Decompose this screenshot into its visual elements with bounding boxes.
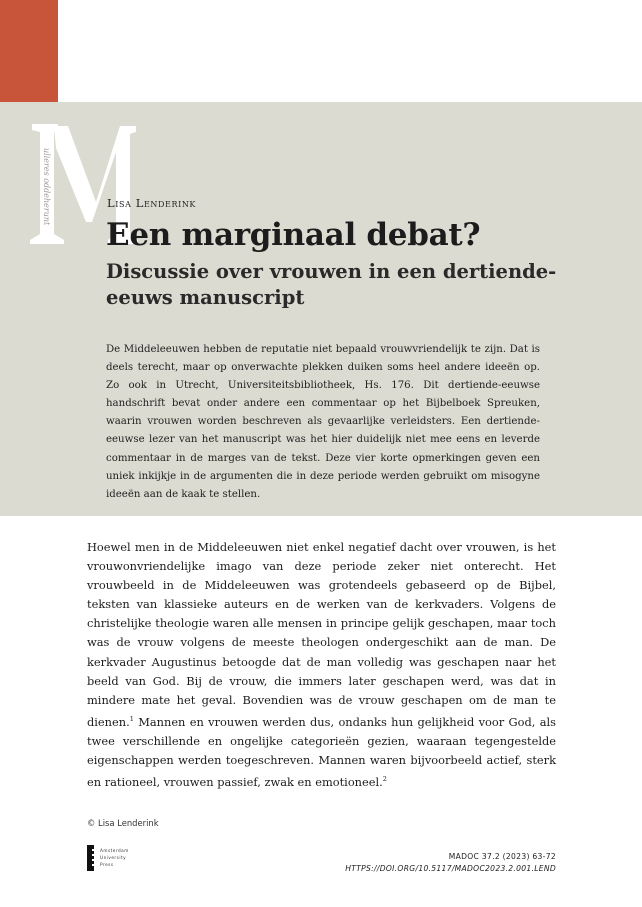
journal-citation: MADOC 37.2 (2023) 63-72 [448, 852, 556, 861]
doi-link[interactable]: HTTPS://DOI.ORG/10.5117/MADOC2023.2.001.LEND [345, 864, 556, 873]
article-title: Een marginaal debat? [106, 217, 481, 253]
publisher-logo [87, 845, 157, 871]
logo-notch [92, 854, 95, 856]
publisher-name [100, 847, 129, 868]
copyright-notice: © Lisa Lenderink [87, 818, 159, 828]
initial-inscription: ulieres oddeherunt [42, 148, 51, 226]
body-paragraph [87, 538, 556, 792]
logo-notch [92, 859, 95, 861]
abstract-text: De Middeleeuwen hebben de reputatie niet bepaald vrouwvriendelijk te zijn. Dat is deels terecht, maar op onverwachte plekken duiken soms heel andere ideeën op. Zo ook in Utrecht, Universiteitsbibliotheek, Hs. 176. Dit dertiende-eeuwse handschrift bevat onder andere een commentaar op het Bijbelboek Spreuken, waarin vrouwen worden beschreven als gevaarlijke verleidsters. Een dertiende-eeuwse lezer van het manuscript was het hier duidelijk niet mee eens en leverde commentaar in de marges van de tekst. Deze vier korte opmerkingen geven een uniek inkijkje in de argumenten die in deze periode werden gebruikt om misogyne ideeën aan de kaak te stellen. [106, 344, 540, 500]
body-text-part-2: Mannen en vrouwen werden dus, ondanks hun gelijkheid voor God, als twee verschillende en ongelijke categorieën gezien, waaraan tegengestelde eigenschappen werden toegeschreven. Mannen waren bijvoorbeeld actief, sterk en rationeel, vrouwen passief, zwak en emotioneel. [87, 714, 556, 789]
footnote-ref-2[interactable]: 2 [382, 774, 387, 783]
publisher-line: University [100, 855, 127, 860]
logo-notch [92, 864, 95, 866]
body-text-part-1: Hoewel men in de Middeleeuwen niet enkel negatief dacht over vrouwen, is het vrouwonvriendelijke imago van deze periode zeker niet onterecht. Het vrouwbeeld in de Middeleeuwen was grotendeels gebaseerd op de Bijbel, teksten van klassieke auteurs en de werken van de kerkvaders. Volgens de christelijke theologie waren alle mensen in principe gelijk geschapen, maar toch was de vrouw volgens de meeste theologen ondergeschikt aan de man. De kerkvader Augustinus betoogde dat de man volledig was geschapen naar het beeld van God. Bij de vrouw, die immers later geschapen werd, was dat in mindere mate het geval. Bovendien was de vrouw geschapen om de man te dienen. [87, 540, 556, 729]
journal-reference [345, 851, 556, 875]
article-subtitle: Discussie over vrouwen in een dertiende-eeuws manuscript [106, 260, 557, 309]
footnote-ref-1[interactable]: 1 [129, 714, 134, 723]
publisher-line: Press [100, 862, 114, 867]
accent-corner-block [0, 0, 58, 102]
publisher-line: Amsterdam [100, 848, 129, 853]
logo-notch [92, 849, 95, 851]
author-name: Lisa Lenderink [107, 196, 197, 210]
